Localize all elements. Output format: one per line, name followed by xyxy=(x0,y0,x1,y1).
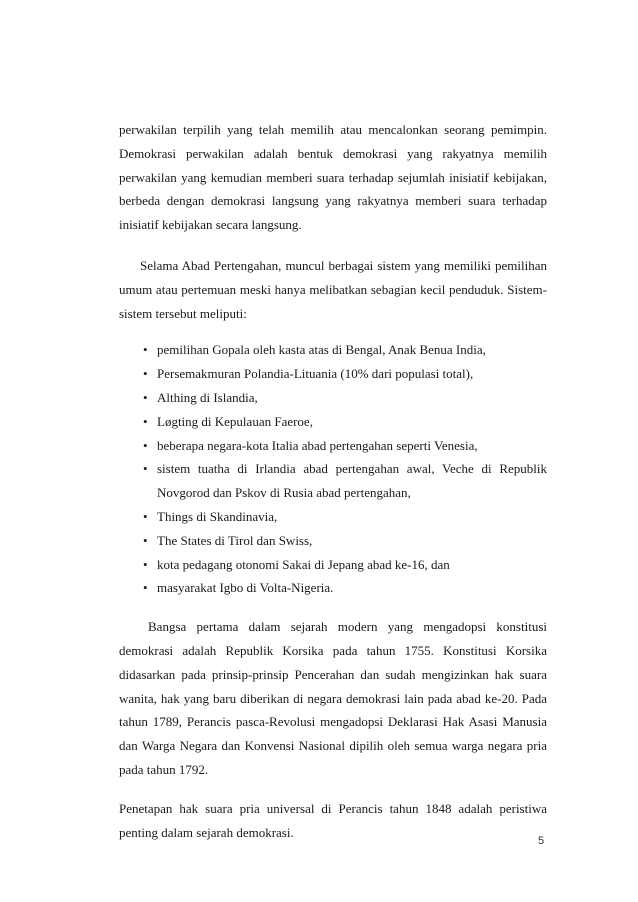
list-item xyxy=(119,553,547,577)
paragraph-universal-suffrage: Penetapan hak suara pria universal di Perancis tahun 1848 adalah peristiwa penting dalam sejarah demokrasi. xyxy=(119,800,547,840)
bullet-icon: • xyxy=(143,461,148,477)
list-item xyxy=(119,576,547,600)
bullet-icon: • xyxy=(143,580,148,596)
bullet-icon: • xyxy=(143,437,148,453)
paragraph-middle-ages: Selama Abad Pertengahan, muncul berbagai sistem yang memiliki pemilihan umum atau pertemuan meski hanya melibatkan sebagian kecil penduduk. Sistem-sistem tersebut meliputi: xyxy=(119,257,547,321)
list-item-text: sistem tuatha di Irlandia abad pertengahan awal, Veche di Republik Novgorod dan Pskov di Rusia abad pertengahan, xyxy=(157,461,547,501)
bullet-icon: • xyxy=(143,556,148,572)
bullet-icon: • xyxy=(143,532,148,548)
bullet-icon: • xyxy=(143,366,148,382)
bullet-icon: • xyxy=(143,389,148,405)
bullet-icon: • xyxy=(143,508,148,524)
bullet-icon: • xyxy=(143,342,148,358)
list-item xyxy=(119,410,547,434)
list-item-text: pemilihan Gopala oleh kasta atas di Bengal, Anak Benua India, xyxy=(157,342,486,358)
page-number: 5 xyxy=(538,835,545,847)
list-item-text: kota pedagang otonomi Sakai di Jepang abad ke-16, dan xyxy=(157,556,450,572)
list-item xyxy=(119,457,547,505)
list-item-text: Persemakmuran Polandia-Lituania (10% dari populasi total), xyxy=(157,366,474,382)
bullet-icon: • xyxy=(143,413,148,429)
list-item xyxy=(119,338,547,362)
list-item-text: Things di Skandinavia, xyxy=(157,508,278,524)
list-item-text: Løgting di Kepulauan Faeroe, xyxy=(157,413,313,429)
list-item-text: masyarakat Igbo di Volta-Nigeria. xyxy=(157,580,334,596)
list-item xyxy=(119,386,547,410)
list-item-text: beberapa negara-kota Italia abad pertengahan seperti Venesia, xyxy=(157,437,478,453)
paragraph-first-modern-democracy: Bangsa pertama dalam sejarah modern yang mengadopsi konstitusi demokrasi adalah Republik Korsika pada tahun 1755. Konstitusi Korsika didasarkan pada prinsip-prinsip Pencerahan dan sudah mengizinkan hak suara wanita, hak yang baru diberikan di negara demokrasi lain pada abad ke-20. Pada tahun 1789, Perancis pasca-Revolusi mengadopsi Deklarasi Hak Asasi Manusia dan Warga Negara dan Konvensi Nasional dipilih oleh semua warga negara pria pada tahun 1792. xyxy=(119,619,547,777)
list-item-text: The States di Tirol dan Swiss, xyxy=(157,532,313,548)
list-item xyxy=(119,362,547,386)
list-item xyxy=(119,434,547,458)
list-item-text: Althing di Islandia, xyxy=(157,389,258,405)
paragraph-representative-democracy: perwakilan terpilih yang telah memilih atau mencalonkan seorang pemimpin. Demokrasi perwakilan adalah bentuk demokrasi yang rakyatnya memilih perwakilan yang kemudian memberi suara terhadap sejumlah inisiatif kebijakan, berbeda dengan demokrasi langsung yang rakyatnya memberi suara terhadap inisiatif kebijakan secara langsung. xyxy=(119,122,547,233)
list-item xyxy=(119,529,547,553)
medieval-systems-list xyxy=(119,338,547,600)
page-content xyxy=(119,118,547,844)
list-item xyxy=(119,505,547,529)
